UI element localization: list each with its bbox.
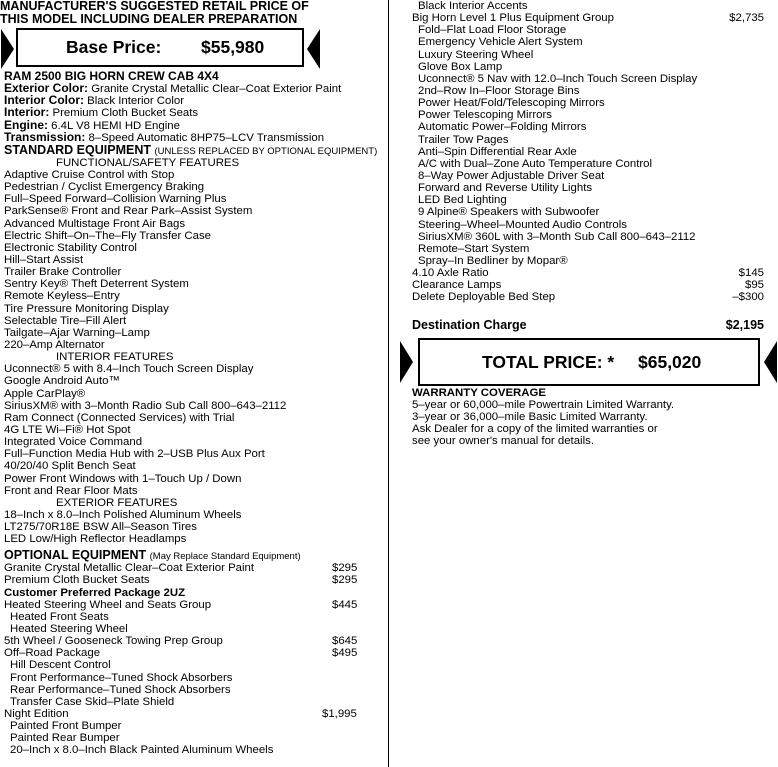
option-row (4, 708, 380, 720)
option-name: LED Bed Lighting (418, 194, 507, 207)
list-item: Electronic Stability Control (4, 241, 137, 254)
list-item: Apple CarPlay® (4, 387, 86, 400)
base-price-area (4, 27, 380, 71)
option-price (722, 182, 764, 194)
option-row (412, 0, 764, 12)
interior-list (4, 363, 380, 497)
option-price (722, 146, 764, 158)
option-name: A/C with Dual–Zone Auto Temperature Control (418, 157, 653, 170)
list-item: Integrated Voice Command (4, 436, 143, 449)
option-price (722, 97, 764, 109)
left-column (0, 0, 380, 757)
option-price (722, 121, 764, 133)
option-price (722, 85, 764, 97)
spec-line (4, 106, 380, 118)
right-column (412, 0, 764, 447)
option-name: 4.10 Axle Ratio (412, 267, 489, 280)
list-item: Full–Speed Forward–Collision Warning Plus (4, 193, 227, 206)
list-item: Sentry Key® Theft Deterrent System (4, 278, 189, 291)
option-name: 2nd–Row In–Floor Storage Bins (418, 84, 580, 97)
option-row (412, 206, 764, 218)
option-row (4, 587, 380, 599)
warranty-line: Ask Dealer for a copy of the limited warranties or (412, 423, 658, 436)
base-price-right-arrow-icon (307, 29, 320, 69)
option-price: $145 (738, 267, 764, 280)
option-name: Automatic Power–Folding Mirrors (418, 121, 587, 134)
option-name: Remote–Start System (418, 242, 530, 255)
list-item: ParkSense® Front and Rear Park–Assist System (4, 205, 253, 218)
option-row (4, 574, 380, 586)
list-item: Uconnect® 5 with 8.4–Inch Touch Screen Display (4, 363, 254, 376)
list-item: LED Low/High Reflector Headlamps (4, 533, 187, 546)
option-row (412, 170, 764, 182)
option-row (4, 684, 380, 696)
option-row (412, 49, 764, 61)
option-row (412, 97, 764, 109)
list-item: Advanced Multistage Front Air Bags (4, 217, 186, 230)
option-row (412, 219, 764, 231)
option-row (4, 696, 380, 708)
option-name: Heated Steering Wheel and Seats Group (4, 598, 212, 611)
option-row (412, 158, 764, 170)
option-row (412, 121, 764, 133)
base-price-value: $55,980 (201, 37, 265, 58)
list-item: Pedestrian / Cyclist Emergency Braking (4, 181, 205, 194)
exterior-list (4, 509, 380, 545)
option-name: Premium Cloth Bucket Seats (4, 574, 150, 587)
base-price-box (16, 28, 304, 67)
option-row (412, 73, 764, 85)
total-right-arrow-icon (764, 341, 777, 383)
option-row (4, 647, 380, 659)
option-name: Heated Steering Wheel (10, 623, 128, 636)
option-name: Customer Preferred Package 2UZ (4, 586, 186, 599)
option-row (412, 85, 764, 97)
spec-label: Interior: (4, 105, 50, 120)
spec-label: Interior Color: (4, 93, 84, 108)
spec-label: Transmission: (4, 129, 86, 144)
option-name: Black Interior Accents (418, 0, 528, 12)
option-row (412, 255, 764, 267)
option-name: Power Telescoping Mirrors (418, 109, 552, 122)
option-row (4, 744, 380, 756)
option-row (4, 635, 380, 647)
option-row (412, 146, 764, 158)
spec-line (4, 94, 380, 106)
list-item: LT275/70R18E BSW All–Season Tires (4, 521, 197, 534)
spec-value: 6.4L V8 HEMI HD Engine (51, 119, 180, 132)
warranty-title: WARRANTY COVERAGE (412, 386, 546, 399)
option-name: Hill Descent Control (10, 659, 111, 672)
option-price (722, 194, 764, 206)
spec-value: Black Interior Color (87, 95, 185, 108)
option-name: Night Edition (4, 708, 69, 721)
list-item: Trailer Brake Controller (4, 266, 122, 279)
option-row (4, 611, 380, 623)
option-row (412, 231, 764, 243)
list-item: Tailgate–Ajar Warning–Lamp (4, 326, 150, 339)
option-price: –$300 (732, 291, 764, 304)
option-row (4, 659, 380, 671)
option-name: Uconnect® 5 Nav with 12.0–Inch Touch Screen Display (418, 72, 698, 85)
warranty-line: see your owner's manual for details. (412, 435, 594, 448)
base-price-left-arrow-icon (1, 29, 14, 69)
standard-note: (UNLESS REPLACED BY OPTIONAL EQUIPMENT) (154, 145, 378, 157)
total-price-area (412, 336, 764, 390)
spec-value: Premium Cloth Bucket Seats (52, 107, 199, 120)
option-name: 20–Inch x 8.0–Inch Black Painted Aluminum Wheels (10, 744, 274, 757)
option-name: Off–Road Package (4, 647, 101, 660)
option-name: Trailer Tow Pages (418, 133, 509, 146)
option-price (722, 24, 764, 36)
option-name: Glove Box Lamp (418, 60, 503, 73)
spec-value: 8–Speed Automatic 8HP75–LCV Transmission (88, 131, 325, 144)
functional-list (4, 169, 380, 351)
option-row (412, 291, 764, 303)
option-name: Power Heat/Fold/Telescoping Mirrors (418, 97, 605, 110)
optional-note: (May Replace Standard Equipment) (149, 551, 301, 563)
option-price: $295 (332, 562, 358, 575)
option-row (4, 599, 380, 611)
option-row (412, 243, 764, 255)
option-name: Steering–Wheel–Mounted Audio Controls (418, 218, 627, 231)
warranty-section (412, 387, 764, 448)
option-price: $295 (332, 574, 358, 587)
option-name: Spray–In Bedliner by Mopar® (418, 254, 568, 267)
option-row (4, 732, 380, 744)
list-item: Front and Rear Floor Mats (4, 484, 138, 497)
option-name: Big Horn Level 1 Plus Equipment Group (412, 12, 614, 25)
destination-label: Destination Charge (412, 317, 527, 332)
base-price-label: Base Price: (66, 37, 162, 58)
option-name: Fold–Flat Load Floor Storage (418, 24, 567, 37)
option-price (722, 49, 764, 61)
option-row (412, 109, 764, 121)
option-price (722, 36, 764, 48)
list-item: Google Android Auto™ (4, 375, 120, 388)
list-item: Remote Keyless–Entry (4, 290, 120, 303)
list-item: 4G LTE Wi–Fi® Hot Spot (4, 423, 131, 436)
option-row (412, 182, 764, 194)
list-item: Power Front Windows with 1–Touch Up / Down (4, 472, 242, 485)
spec-label: Engine: (4, 117, 48, 132)
warranty-line: 3–year or 36,000–mile Basic Limited Warranty. (412, 410, 648, 423)
exterior-features-title: EXTERIOR FEATURES (56, 496, 178, 509)
list-item: Tire Pressure Monitoring Display (4, 302, 169, 315)
optional-list-right (412, 0, 764, 304)
vehicle-info (4, 70, 380, 143)
list-item: Ram Connect (Connected Services) with Trial (4, 411, 235, 424)
option-row (412, 24, 764, 36)
option-price (722, 243, 764, 255)
option-price (722, 231, 764, 243)
destination-charge (412, 319, 764, 331)
option-name: Clearance Lamps (412, 279, 502, 292)
list-item: 40/20/40 Split Bench Seat (4, 460, 136, 473)
option-price (722, 255, 764, 267)
option-price: $445 (332, 598, 358, 611)
option-name: Forward and Reverse Utility Lights (418, 182, 593, 195)
option-price (722, 109, 764, 121)
option-row (412, 36, 764, 48)
option-price (722, 170, 764, 182)
option-name: Luxury Steering Wheel (418, 48, 534, 61)
total-left-arrow-icon (400, 341, 413, 383)
option-name: 8–Way Power Adjustable Driver Seat (418, 169, 605, 182)
option-price (722, 0, 764, 12)
spec-value: Granite Crystal Metallic Clear–Coat Exterior Paint (91, 83, 342, 96)
list-item: Adaptive Cruise Control with Stop (4, 168, 175, 181)
option-name: Painted Front Bumper (10, 720, 122, 733)
column-divider (388, 0, 389, 767)
warranty-line: 5–year or 60,000–mile Powertrain Limited Warranty. (412, 398, 675, 411)
option-row (4, 623, 380, 635)
option-price (722, 219, 764, 231)
option-name: Front Performance–Tuned Shock Absorbers (10, 671, 233, 684)
header-line-2: THIS MODEL INCLUDING DEALER PREPARATION (0, 11, 298, 26)
option-row (412, 194, 764, 206)
list-item: SiriusXM® with 3–Month Radio Sub Call 800–643–2112 (4, 399, 287, 412)
option-row (412, 134, 764, 146)
option-name: Delete Deployable Bed Step (412, 291, 556, 304)
model-name: RAM 2500 BIG HORN CREW CAB 4X4 (4, 69, 219, 83)
option-row (412, 12, 764, 24)
option-name: 9 Alpine® Speakers with Subwoofer (418, 206, 600, 219)
option-row (412, 61, 764, 73)
warranty-lines (412, 399, 764, 448)
optional-title: OPTIONAL EQUIPMENT (4, 548, 147, 563)
option-price: $1,995 (322, 708, 357, 721)
list-item: Electric Shift–On–The–Fly Transfer Case (4, 229, 212, 242)
option-price: $2,735 (729, 12, 764, 25)
total-price-box (418, 338, 760, 386)
option-row (412, 267, 764, 279)
spec-list (4, 82, 380, 143)
destination-value: $2,195 (725, 317, 764, 332)
option-row (412, 279, 764, 291)
option-row (4, 720, 380, 732)
option-row (4, 562, 380, 574)
option-price (722, 134, 764, 146)
option-name: Rear Performance–Tuned Shock Absorbers (10, 683, 231, 696)
option-price (722, 61, 764, 73)
option-price (722, 206, 764, 218)
list-item: 18–Inch x 8.0–Inch Polished Aluminum Wheels (4, 508, 242, 521)
option-name: Transfer Case Skid–Plate Shield (10, 695, 175, 708)
list-item: Hill–Start Assist (4, 253, 84, 266)
option-name: Emergency Vehicle Alert System (418, 36, 583, 49)
option-name: Anti–Spin Differential Rear Axle (418, 145, 577, 158)
spec-label: Exterior Color: (4, 81, 89, 96)
standard-title: STANDARD EQUIPMENT (4, 142, 151, 157)
spec-line (4, 131, 380, 143)
option-price: $495 (332, 647, 358, 660)
total-value: $65,020 (638, 351, 702, 372)
list-item: 220–Amp Alternator (4, 338, 105, 351)
option-name: Granite Crystal Metallic Clear–Coat Exterior Paint (4, 562, 255, 575)
functional-features-title: FUNCTIONAL/SAFETY FEATURES (56, 156, 240, 169)
option-price (722, 73, 764, 85)
option-price: $95 (744, 279, 764, 292)
option-price: $645 (332, 635, 358, 648)
option-name: SiriusXM® 360L with 3–Month Sub Call 800–643–2112 (418, 230, 696, 243)
optional-list-left (4, 562, 380, 756)
list-item: Selectable Tire–Fill Alert (4, 314, 127, 327)
standard-equipment-title (4, 143, 380, 157)
option-name: 5th Wheel / Gooseneck Towing Prep Group (4, 635, 223, 648)
option-name: Painted Rear Bumper (10, 732, 120, 745)
total-label: TOTAL PRICE: * (482, 351, 615, 372)
option-name: Heated Front Seats (10, 610, 109, 623)
interior-features-title: INTERIOR FEATURES (56, 351, 174, 364)
option-price (722, 158, 764, 170)
list-item: Full–Function Media Hub with 2–USB Plus Aux Port (4, 448, 265, 461)
header-line-1: MANUFACTURER'S SUGGESTED RETAIL PRICE OF (0, 0, 309, 13)
optional-equipment-title (4, 548, 380, 562)
option-row (4, 672, 380, 684)
